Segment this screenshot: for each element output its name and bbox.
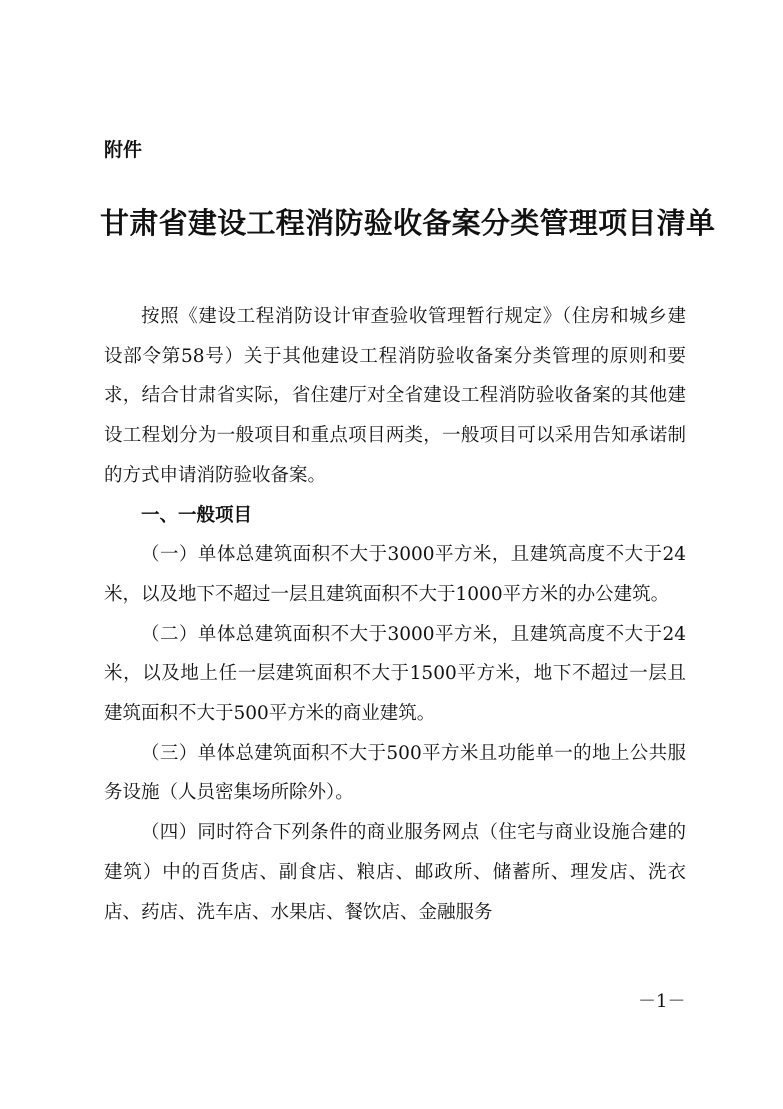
item-paragraph-3: （三）单体总建筑面积不大于500平方米且功能单一的地上公共服务设施（人员密集场所除外）。 [104,742,686,804]
item-paragraph-1: （一）单体总建筑面积不大于3000平方米，且建筑高度不大于24米，以及地下不超过一层且建筑面积不大于1000平方米的办公建筑。 [104,544,686,605]
page-number: －1－ [638,991,686,1012]
intro-paragraph: 按照《建设工程消防设计审查验收管理暂行规定》（住房和城乡建设部令第58号）关于其他建设工程消防验收备案分类管理的原则和要求，结合甘肃省实际，省住建厅对全省建设工程消防验收备案的其他建设工程划分为一般项目和重点项目两类，一般项目可以采用告知承诺制的方式申请消防验收备案。 [104,306,686,486]
document-title: 甘肃省建设工程消防验收备案分类管理项目清单 [100,206,716,240]
item-paragraph-4: （四）同时符合下列条件的商业服务网点（住宅与商业设施合建的建筑）中的百货店、副食店、粮店、邮政所、储蓄所、理发店、洗衣店、药店、洗车店、水果店、餐饮店、金融服务 [104,822,686,923]
attachment-label: 附件 [104,139,143,161]
section-heading: 一、一般项目 [141,504,253,526]
item-paragraph-2: （二）单体总建筑面积不大于3000平方米，且建筑高度不大于24米，以及地上任一层建筑面积不大于1500平方米，地下不超过一层且建筑面积不大于500平方米的商业建筑。 [104,623,686,725]
document-body [104,297,686,932]
